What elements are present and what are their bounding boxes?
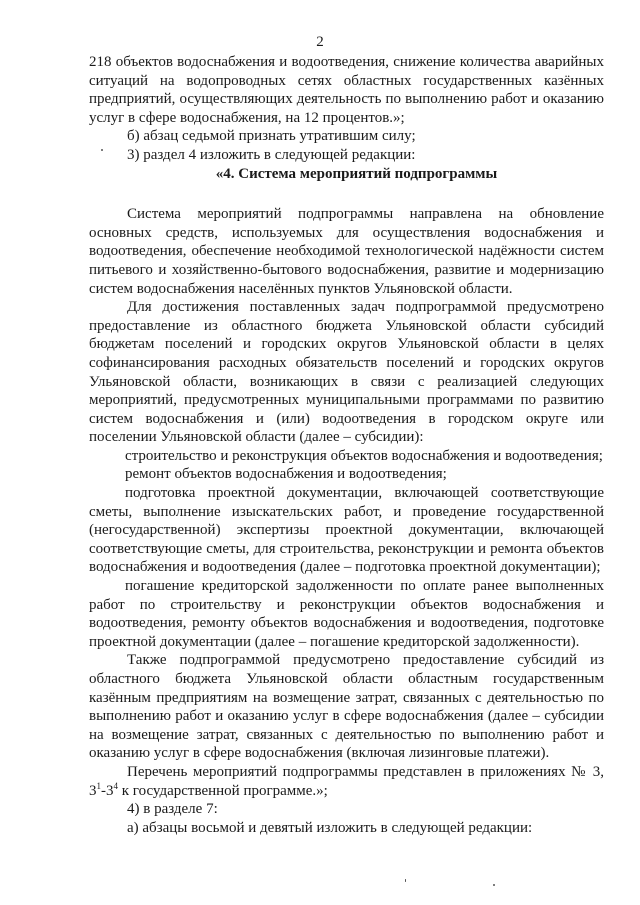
scan-speck: [493, 884, 495, 886]
page-number: 2: [316, 34, 324, 50]
section-heading: «4. Система мероприятий подпрограммы: [215, 165, 498, 182]
paragraph-item-a: а) абзацы восьмой и девятый изложить в следующей редакции:: [127, 819, 533, 836]
scan-speck: [405, 879, 406, 882]
paragraph-item-4: 4) в разделе 7:: [127, 801, 218, 818]
document-body: [89, 53, 604, 837]
list-item-construction: строительство и реконструкция объектов водоснабжения и водоотведения;: [125, 447, 603, 464]
list-item-project-docs: подготовка проектной документации, включающей соответствующие сметы, выполнение изыскательских работ, и проведение государственной (негосударственной) экспертизы проектной документации, включающей соответствующие сметы, для строительства, реконструкции и ремонта объектов водоснабжения и водоотведения (далее – подготовка проектной документации);: [89, 485, 604, 576]
ref-superscript-1: 1: [96, 780, 101, 791]
ref-text-a: Перечень мероприятий подпрограммы представлен в приложениях № 3, 3: [89, 763, 604, 799]
paragraph-item-b: б) абзац седьмой признать утратившим силу;: [127, 128, 416, 145]
paragraph-system-overview: Система мероприятий подпрограммы направлена на обновление основных средств, используемых для осуществления водоснабжения и водоотведения, обеспечение необходимой технологической надёжности систем питьевого и хозяйственно-бытового водоснабжения, развитие и модернизацию систем водоснабжения населённых пунктов Ульяновской области.: [89, 206, 604, 297]
ref-text-c: к государственной программе.»;: [118, 782, 328, 799]
paragraph-continuation: 218 объектов водоснабжения и водоотведения, снижение количества аварийных ситуаций на водопроводных сетях областных государственных казённых предприятий, осуществляющих деятельность по выполнению работ и оказанию услуг в сфере водоснабжения, на 12 процентов.»;: [89, 54, 604, 126]
paragraph-subsidies: Для достижения поставленных задач подпрограммой предусмотрено предоставление из областного бюджета Ульяновской области субсидий бюджетам поселений и городских округов Ульяновской области в целях софинансирования расходных обязательств поселений и городских округов Ульяновской области, возникающих в связи с реализацией следующих мероприятий, предусмотренных муниципальными программами по развитию систем водоснабжения и (или) водоотведения в городском округе или поселении Ульяновской области (далее – субсидии):: [89, 299, 604, 446]
scan-speck: [101, 149, 103, 151]
paragraph-list-reference: [89, 763, 604, 800]
list-item-debt: погашение кредиторской задолженности по оплате ранее выполненных работ по строительству и реконструкции объектов водоснабжения и водоотведения, ремонту объектов водоснабжения и водоотведения, подготовке проектной документации (далее – погашение кредиторской задолженности).: [89, 578, 604, 650]
spacer: [89, 183, 604, 205]
paragraph-enterprise-subsidies: Также подпрограммой предусмотрено предоставление субсидий из областного бюджета Ульяновской области областным государственным казённым предприятиям на возмещение затрат, связанных с деятельностью по выполнению работ и оказанию услуг в сфере водоснабжения (далее – субсидии на возмещение затрат, связанных с деятельностью по выполнению работ и оказанию услуг в сфере водоснабжения (включая лизинговые платежи).: [89, 652, 604, 762]
ref-superscript-2: 4: [113, 780, 118, 791]
list-item-repair: ремонт объектов водоснабжения и водоотведения;: [125, 466, 447, 483]
paragraph-item-3: 3) раздел 4 изложить в следующей редакции:: [127, 146, 416, 163]
ref-text-b: -3: [101, 782, 114, 799]
